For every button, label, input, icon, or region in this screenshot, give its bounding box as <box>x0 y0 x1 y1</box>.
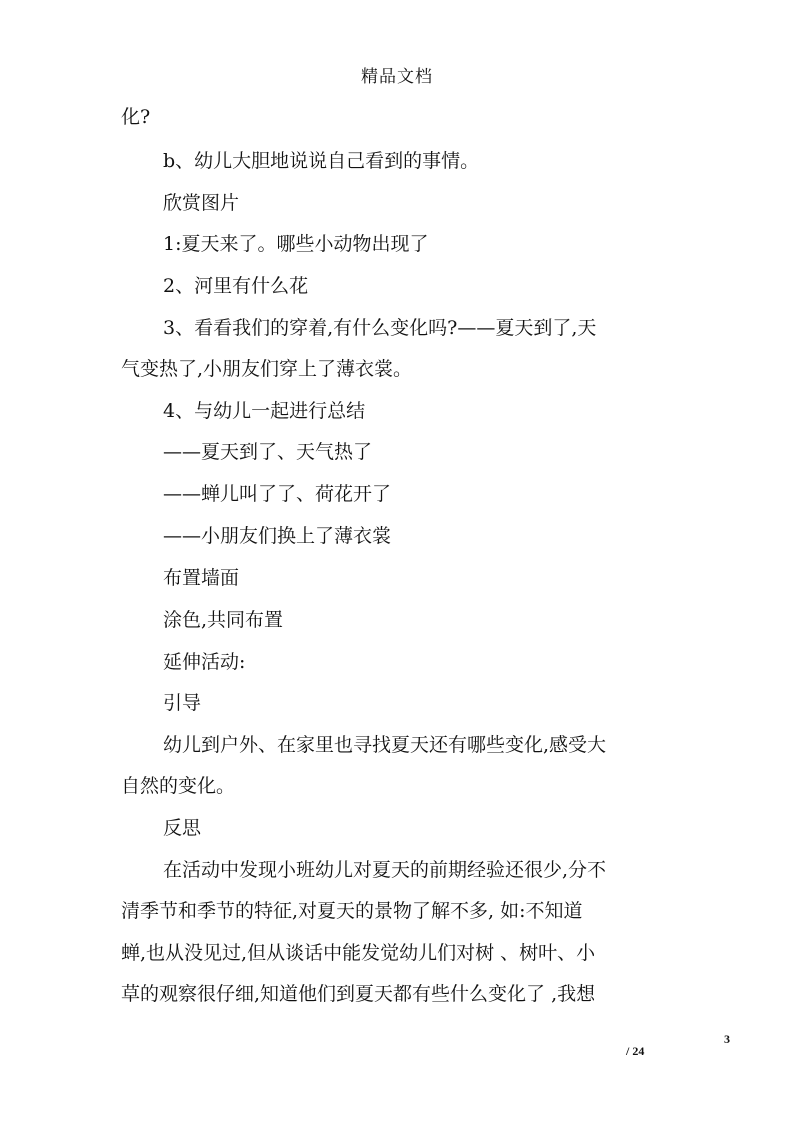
text-line-8: 4、与幼儿一起进行总结 <box>163 400 366 422</box>
page-number: 3 <box>724 1032 730 1046</box>
text-line-10: ——蝉儿叫了了、荷花开了 <box>163 483 392 505</box>
text-line-3: 欣赏图片 <box>163 192 240 214</box>
text-line-17: 自然的变化。 <box>121 775 236 797</box>
text-line-1: 化? <box>121 106 151 128</box>
page-total: / 24 <box>626 1044 645 1058</box>
text-line-6: 3、看看我们的穿着,有什么变化吗?——夏天到了,天 <box>163 317 597 339</box>
text-line-11: ——小朋友们换上了薄衣裳 <box>163 525 392 547</box>
text-line-14: 延伸活动: <box>163 651 246 673</box>
page-header-title: 精品文档 <box>361 67 433 87</box>
text-line-21: 蝉,也从没见过,但从谈话中能发觉幼儿们对树 、树叶、小 <box>121 942 596 964</box>
text-line-12: 布置墙面 <box>163 567 240 589</box>
text-line-7: 气变热了,小朋友们穿上了薄衣裳。 <box>121 358 413 380</box>
text-line-13: 涂色,共同布置 <box>163 609 284 631</box>
text-line-16: 幼儿到户外、在家里也寻找夏天还有哪些变化,感受大 <box>163 734 607 756</box>
text-line-2: b、幼儿大胆地说说自己看到的事情。 <box>163 150 480 172</box>
text-line-9: ——夏天到了、天气热了 <box>163 441 373 463</box>
text-line-20: 清季节和季节的特征,对夏天的景物了解不多, 如:不知道 <box>121 900 583 922</box>
text-line-19: 在活动中发现小班幼儿对夏天的前期经验还很少,分不 <box>163 859 607 881</box>
text-line-18: 反思 <box>163 817 202 839</box>
text-line-5: 2、河里有什么花 <box>163 275 309 297</box>
text-line-22: 草的观察很仔细,知道他们到夏天都有些什么变化了 ,我想 <box>121 983 596 1005</box>
text-line-4: 1:夏天来了。哪些小动物出现了 <box>163 233 429 255</box>
text-line-15: 引导 <box>163 692 202 714</box>
